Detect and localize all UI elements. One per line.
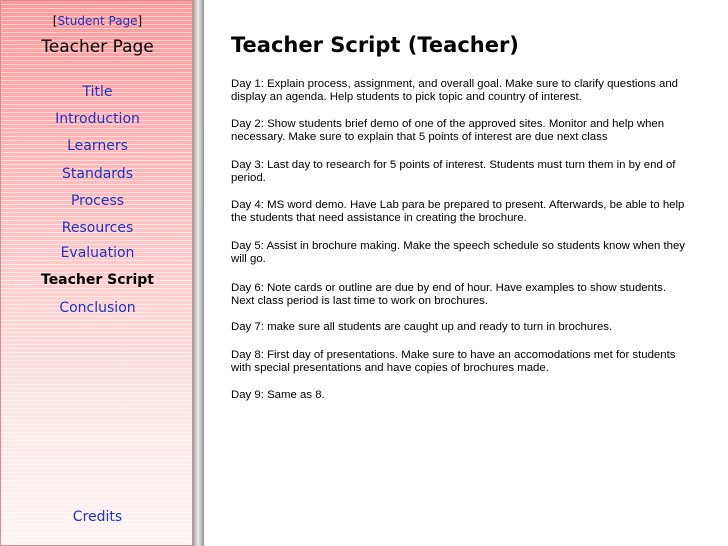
day-9-text: Day 9: Same as 8. [231,389,325,401]
day-7-text: Day 7: make sure all students are caught up and ready to turn in brochures. [231,321,613,333]
nav-item-teacher-script: Teacher Script [41,272,154,288]
student-page-link[interactable]: Student Page [57,14,138,28]
day-4-text: Day 4: MS word demo. Have Lab para be prepared to present. Afterwards, be able to help the students that need assistance in creating the brochure. [231,199,685,224]
day-5-text: Day 5: Assist in brochure making. Make the speech schedule so students know when they will go. [231,240,685,265]
sidebar-heading: Teacher Page [41,37,154,57]
student-page-link-wrapper [1,14,194,28]
bracket-close: ] [137,14,143,28]
nav-item-title[interactable]: Title [82,84,113,100]
day-8-text: Day 8: First day of presentations. Make sure to have an accomodations met for students with special presentations and have copies of brochures made. [231,349,676,374]
nav-item-standards[interactable]: Standards [62,166,133,182]
nav-item-learners[interactable]: Learners [67,138,128,154]
sidebar-divider [193,0,204,546]
page-title: Teacher Script (Teacher) [231,33,519,57]
nav-item-process[interactable]: Process [70,193,125,209]
nav-item-conclusion[interactable]: Conclusion [59,300,136,316]
day-6-text: Day 6: Note cards or outline are due by end of hour. Have examples to show students. Next class period is last time to work on brochures. [231,282,666,307]
nav-item-credits[interactable]: Credits [72,509,123,525]
sidebar [0,0,193,546]
day-1-text: Day 1: Explain process, assignment, and overall goal. Make sure to clarify questions and display an agenda. Help students to pick topic and country of interest. [231,78,678,103]
nav-item-introduction[interactable]: Introduction [55,111,140,127]
day-2-text: Day 2: Show students brief demo of one of the approved sites. Monitor and help when necessary. Make sure to explain that 5 points of interest are due next class [231,118,665,143]
nav-item-resources[interactable]: Resources [61,220,134,236]
nav-item-evaluation[interactable]: Evaluation [60,245,135,261]
bracket-open: [ [52,14,58,28]
day-3-text: Day 3: Last day to research for 5 points of interest. Students must turn them in by end of period. [231,159,676,184]
